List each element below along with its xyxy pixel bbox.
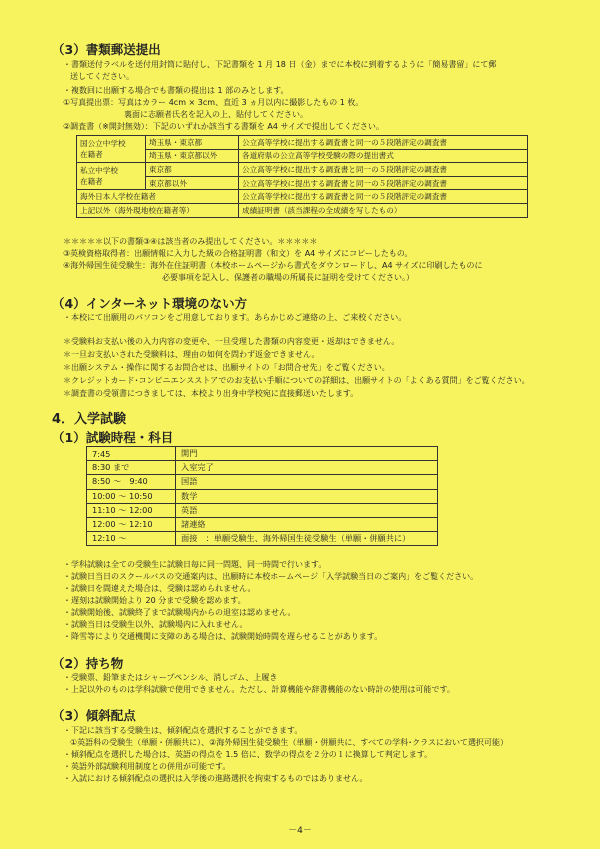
section-heading-mail-submission: （3）書類郵送提出	[52, 42, 161, 57]
schedule-time: 10:00 ～ 10:50	[87, 489, 176, 503]
note-line: ＊出願システム・操作に関するお問合せは、出願サイトの「お問合せ先」をご覧ください。	[63, 363, 390, 372]
text-line: ①英語科の受験生（単願・併願共に）、②海外帰国生徒受験生（単願・併願共に、すべての学科･クラスにおいて選択可能）	[70, 738, 508, 747]
schedule-event: 国語	[176, 475, 438, 489]
table-cell-area: 埼玉県・東京都以外	[146, 149, 239, 163]
schedule-event: 諸連絡	[176, 517, 438, 531]
exam-schedule-table	[86, 446, 438, 546]
table-cell-area: 東京都以外	[146, 176, 239, 190]
table-cell-document: 各道府県の公立高等学校受験の際の提出書式	[239, 149, 528, 163]
page-number: －4－	[288, 826, 312, 836]
text-line: ・上記以外のものは学科試験で使用できません。ただし、計算機能や辞書機能のない時計の使用は可能です。	[63, 685, 455, 694]
text-line: 送してください。	[70, 72, 134, 81]
table-row	[87, 475, 438, 489]
table-row	[87, 517, 438, 531]
text-line: ③英検資格取得者：出願情報に入力した級の合格証明書（和文）を A4 サイズにコピーしたもの。	[63, 249, 413, 258]
schedule-time: 8:50 ～ 9:40	[87, 475, 176, 489]
table-cell-group-label: 私立中学校 在籍者	[77, 163, 146, 190]
text-line: ・試験日を間違えた場合は、受験は認められません。	[63, 584, 256, 593]
table-row	[77, 203, 528, 217]
table-row	[87, 503, 438, 517]
text-line: ①写真提出票：写真はカラー 4cm × 3cm、直近 3 ヵ月以内に撮影したもの 1 枚。	[63, 98, 364, 107]
text-line: 裏面に志願者氏名を記入の上、貼付してください。	[124, 110, 308, 119]
section-heading-exam-schedule: （1）試験時程・科目	[52, 430, 174, 445]
schedule-time: 12:00 ～ 12:10	[87, 517, 176, 531]
note-line: ＊一旦お支払いされた受験料は、理由の如何を問わず返金できません。	[63, 350, 320, 359]
text-line: ・受験票、鉛筆またはシャープペンシル、消しゴム、上履き	[63, 673, 278, 682]
schedule-time: 12:10 ～	[87, 532, 176, 546]
table-row	[77, 190, 528, 204]
note-line: ＊クレジットカード･コンビニエンスストアでのお支払い手順についての詳細は、出願サイトの「よくある質問」をご覧ください。	[63, 376, 530, 385]
text-line: ②調査書（※開封無効）：下記のいずれか該当する書類を A4 サイズで提出してください。	[63, 122, 384, 131]
schedule-time: 8:30 まで	[87, 461, 176, 475]
table-cell-label: 海外日本人学校在籍者	[77, 190, 239, 204]
schedule-time: 11:10 ～ 12:00	[87, 503, 176, 517]
text-line: ・試験開始後、試験終了まで試験場内からの退室は認めません。	[63, 608, 296, 617]
schedule-event: 入室完了	[176, 461, 438, 475]
text-line: 必要事項を記入し、保護者の職場の所属長に証明を受けてください。）	[162, 273, 414, 282]
schedule-event: 面接 ：単願受験生、海外帰国生徒受験生（単願・併願共に）	[176, 532, 438, 546]
note-line: ＊調査書の受領書につきましては、本校より出身中学校宛に直接郵送いたします。	[63, 389, 359, 398]
table-row	[77, 163, 528, 177]
table-cell-document: 公立高等学校に提出する調査書と同一の５段階評定の調査書	[239, 190, 528, 204]
table-cell-label: 上記以外（海外現地校在籍者等）	[77, 203, 239, 217]
schedule-event: 開門	[176, 447, 438, 461]
text-line: ・遅刻は試験開始より 20 分まで受験を認めます。	[63, 596, 246, 605]
table-cell-document: 公立高等学校に提出する調査書と同一の５段階評定の調査書	[239, 136, 528, 150]
table-cell-document: 成績証明書（該当課程の全成績を写したもの）	[239, 203, 528, 217]
schedule-time: 7:45	[87, 447, 176, 461]
text-line: ・複数回に出願する場合でも書類の提出は 1 部のみとします。	[63, 86, 289, 95]
text-line: ・降雪等により交通機関に支障のある場合は、試験開始時間を遅らせることがあります。	[63, 632, 383, 641]
text-line: ・傾斜配点を選択した場合は、英語の得点を 1.5 倍に、数学の得点を２分の１に換算して判定します。	[63, 750, 433, 759]
table-cell-area: 東京都	[146, 163, 239, 177]
chapter-heading-entrance-exam: 4．入学試験	[52, 412, 127, 427]
section-heading-belongings: （2）持ち物	[52, 656, 124, 671]
schedule-event: 数学	[176, 489, 438, 503]
table-cell-document: 公立高等学校に提出する調査書と同一の５段階評定の調査書	[239, 163, 528, 177]
transcript-table	[76, 135, 528, 218]
table-row	[87, 461, 438, 475]
table-row	[87, 447, 438, 461]
text-line: ＊＊＊＊＊以下の書類③④は該当者のみ提出してください。＊＊＊＊＊	[63, 237, 318, 246]
table-row	[77, 136, 528, 150]
text-line: ・書類送付ラベルを送付用封筒に貼付し、下記書類を 1 月 18 日（金）までに本校に到着するように「簡易書留」にて郵	[63, 60, 497, 69]
text-line: ・下記に該当する受験生は、傾斜配点を選択することができます。	[63, 726, 303, 735]
table-cell-document: 公立高等学校に提出する調査書と同一の５段階評定の調査書	[239, 176, 528, 190]
table-cell-group-label: 国公立中学校 在籍者	[77, 136, 146, 163]
text-line: ・試験当日は受験生以外、試験場内に入れません。	[63, 620, 248, 629]
text-line: ・本校にて出願用のパソコンをご用意しております。あらかじめご連絡の上、ご来校ください。	[63, 313, 407, 322]
text-line: ・入試における傾斜配点の選択は入学後の進路選択を拘束するものではありません。	[63, 774, 368, 783]
table-row	[87, 532, 438, 546]
table-cell-area: 埼玉県・東京都	[146, 136, 239, 150]
text-line: ・試験日当日のスクールバスの交通案内は、出願時に本校ホームページ「入学試験当日のご案内」をご覧ください。	[63, 572, 479, 581]
text-line: ・学科試験は全ての受験生に試験日毎に同一問題、同一時間で行います。	[63, 560, 327, 569]
section-heading-weighted-scoring: （3）傾斜配点	[52, 708, 136, 723]
note-line: ＊受験料お支払い後の入力内容の変更や、一旦受理した書類の内容変更・返却はできません。	[63, 337, 400, 346]
schedule-event: 英語	[176, 503, 438, 517]
table-row	[87, 489, 438, 503]
text-line: ④海外帰国生徒受験生：海外在住証明書（本校ホームページから書式をダウンロードし、A4 サイズに印刷したものに	[63, 261, 483, 270]
section-heading-no-internet: （4）インターネット環境のない方	[52, 296, 248, 311]
text-line: ・英語外部試験利用制度との併用が可能です。	[63, 762, 231, 771]
